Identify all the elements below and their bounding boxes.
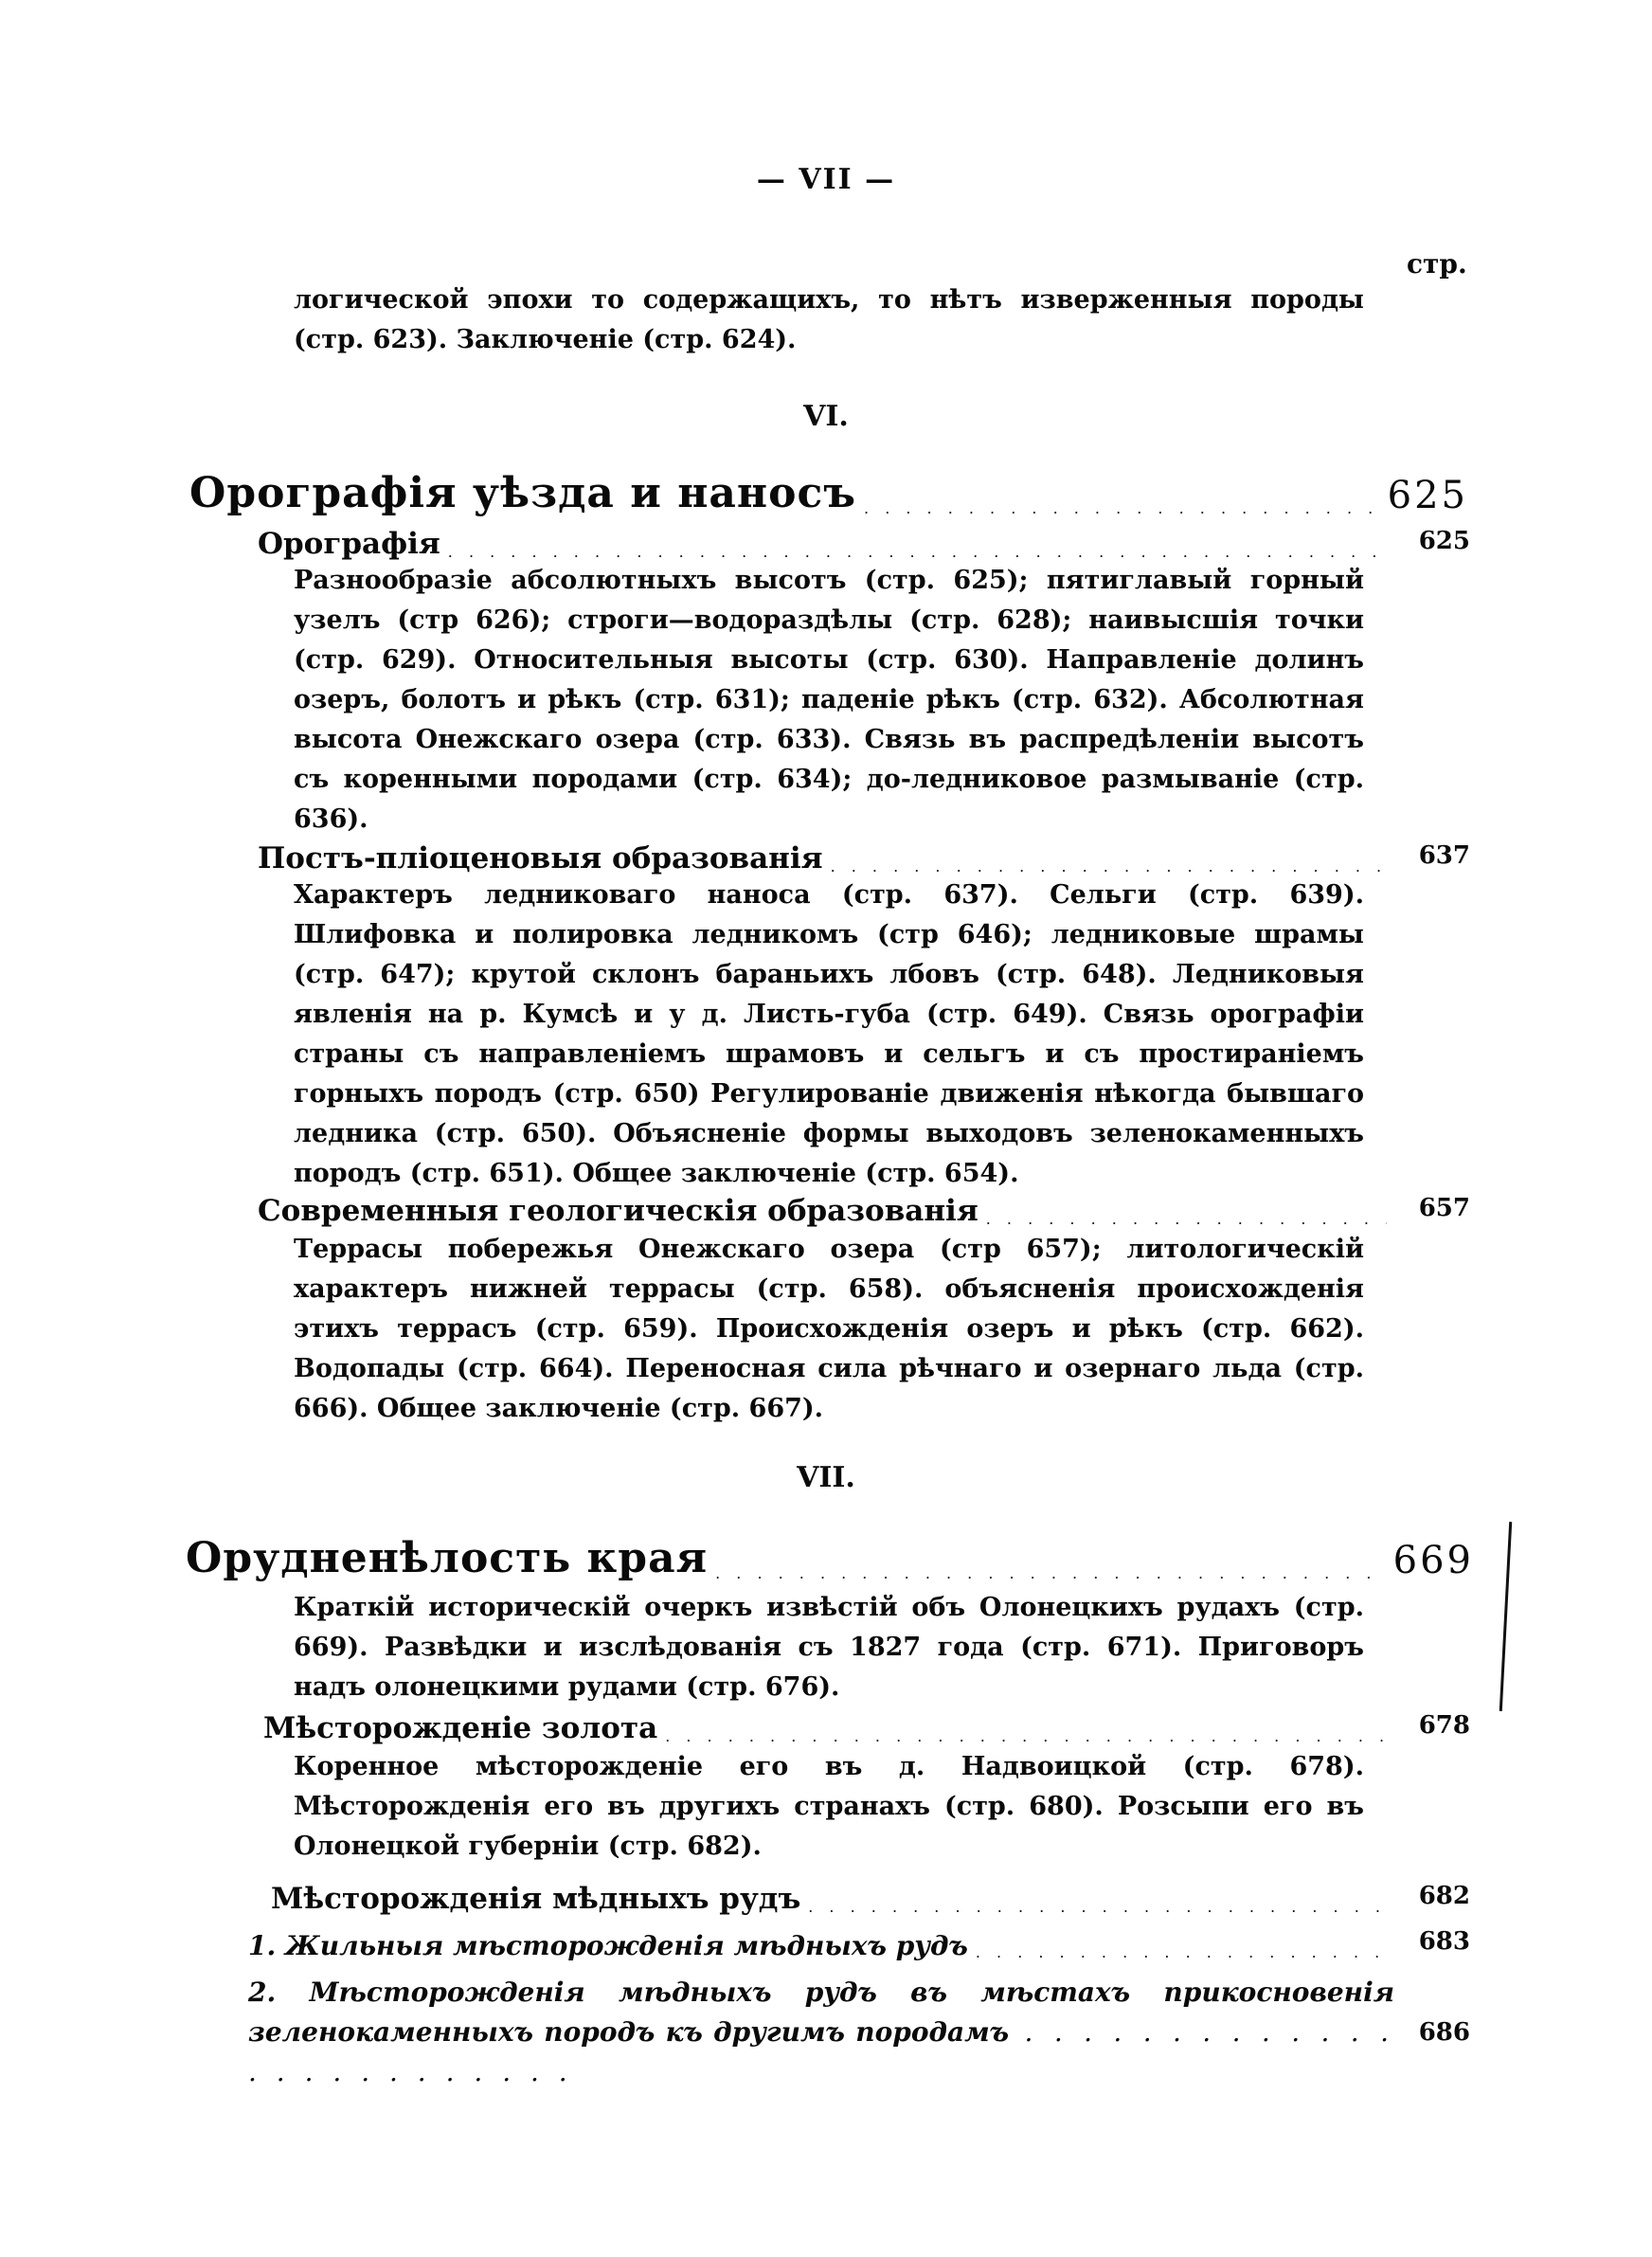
leader-dots (808, 1898, 1387, 1916)
leader-dots (986, 1210, 1387, 1228)
toc-entry-title: Мѣсторожденія мѣдныхъ рудъ (271, 1882, 801, 1916)
toc-entry-description: Коренное мѣсторожденіе его въ д. Надвоицкой (стр. 678). Мѣсторожденія его въ другихъ странахъ (стр. 680). Розсыпи его въ Олонецкой губерніи (стр. 682). (294, 1752, 1364, 1861)
toc-entry-title: 1. Жильныя мѣсторожденія мѣдныхъ рудъ (248, 1930, 968, 1961)
toc-heading-vi[interactable] (189, 460, 1468, 517)
toc-entry-modern-geology[interactable] (258, 1190, 1394, 1228)
toc-entry-orografiya[interactable] (258, 523, 1394, 561)
toc-entry-page: 637 (1418, 841, 1470, 870)
section-numeral-vi: VI. (803, 400, 849, 433)
toc-heading-title: Орудненѣлость края (186, 1534, 709, 1582)
toc-entry-description: Разнообразіе абсолютныхъ высотъ (стр. 625); пятиглавый горный узелъ (стр 626); строги—водораздѣлы (стр. 628); наивысшія точки (стр. 629). Относительныя высоты (стр. 630). Направленіе долинъ озеръ, болотъ и рѣкъ (стр. 631); паденіе рѣкъ (стр. 632). Абсолютная высота Онежскаго озера (стр. 633). Связь въ распредѣленіи высотъ съ коренными породами (стр. 634); до-ледниковое размываніе (стр. 636). (294, 566, 1364, 834)
toc-entry-title: Постъ-пліоценовыя образованія (258, 841, 823, 876)
toc-subentry-contact-deposits[interactable] (248, 1973, 1394, 2092)
toc-heading-page: 625 (1387, 474, 1468, 517)
continuation-text: логической эпохи то содержащихъ, то нѣтъ изверженныя породы (стр. 623). Заключеніе (стр. 624). (294, 285, 1364, 354)
leader-dots (831, 858, 1387, 876)
toc-subentry-vein-deposits[interactable] (248, 1923, 1394, 1961)
page-header: — VII — (756, 163, 896, 196)
toc-entry-page: 678 (1418, 1711, 1470, 1740)
toc-heading-page: 669 (1392, 1539, 1474, 1582)
margin-pencil-mark (1499, 1522, 1512, 1711)
toc-entry-title: 2. Мѣсторожденія мѣдныхъ рудъ въ мѣстахъ прикосновенія зеленокаменныхъ породъ къ другимъ породамъ (248, 1977, 1394, 2048)
leader-dots (864, 499, 1380, 517)
leader-dots (448, 543, 1387, 561)
leader-dots (715, 1564, 1386, 1582)
toc-entry-title: Современныя геологическія образованія (258, 1194, 979, 1228)
leader-dots: . . . . . . . . . . . . . . . . . . . . . . . . . (248, 2016, 1394, 2087)
toc-entry-page: 625 (1418, 527, 1470, 555)
toc-entry-page: 657 (1418, 1194, 1470, 1222)
toc-entry-gold-deposit[interactable] (263, 1707, 1394, 1745)
toc-entry-description: Характеръ ледниковаго наноса (стр. 637). Сельги (стр. 639). Шлифовка и полировка ледникомъ (стр 646); ледниковые шрамы (стр. 647); крутой склонъ бараньихъ лбовъ (стр. 648). Ледниковыя явленія на р. Кумсѣ и у д. Листь-губа (стр. 649). Связь орографіи страны съ направленіемъ шрамовъ и сельгъ и съ простираніемъ горныхъ породъ (стр. 650) Регулированіе движенія нѣкогда бывшаго ледника (стр. 650). Объясненіе формы выходовъ зеленокаменныхъ породъ (стр. 651). Общее заключеніе (стр. 654). (294, 880, 1364, 1188)
toc-entry-page: 682 (1418, 1882, 1470, 1910)
leader-dots (976, 1943, 1387, 1961)
toc-heading-title: Орографія уѣзда и наносъ (189, 469, 857, 517)
toc-entry-title: Орографія (258, 527, 440, 561)
page-column-label: стр. (1407, 248, 1467, 280)
leader-dots (665, 1727, 1387, 1745)
section-numeral-vii: VII. (797, 1461, 855, 1494)
toc-entry-title: Мѣсторожденіе золота (263, 1711, 658, 1745)
toc-heading-vii[interactable] (186, 1526, 1474, 1582)
section-intro-text: Краткій историческій очеркъ извѣстій объ Олонецкихъ рудахъ (стр. 669). Развѣдки и изслѣдованія съ 1827 года (стр. 671). Приговоръ надъ олонецкими рудами (стр. 676). (294, 1593, 1364, 1702)
toc-entry-page: 686 (1418, 2018, 1470, 2047)
toc-entry-page: 683 (1418, 1927, 1470, 1956)
toc-entry-post-pliocene[interactable] (258, 838, 1394, 876)
toc-entry-description: Террасы побережья Онежскаго озера (стр 657); литологическій характеръ нижней террасы (стр. 658). объясненія происхожденія этихъ террасъ (стр. 659). Происхожденія озеръ и рѣкъ (стр. 662). Водопады (стр. 664). Переносная сила рѣчнаго и озернаго льда (стр. 666). Общее заключеніе (стр. 667). (294, 1235, 1364, 1423)
toc-entry-copper-deposits[interactable] (271, 1878, 1394, 1916)
